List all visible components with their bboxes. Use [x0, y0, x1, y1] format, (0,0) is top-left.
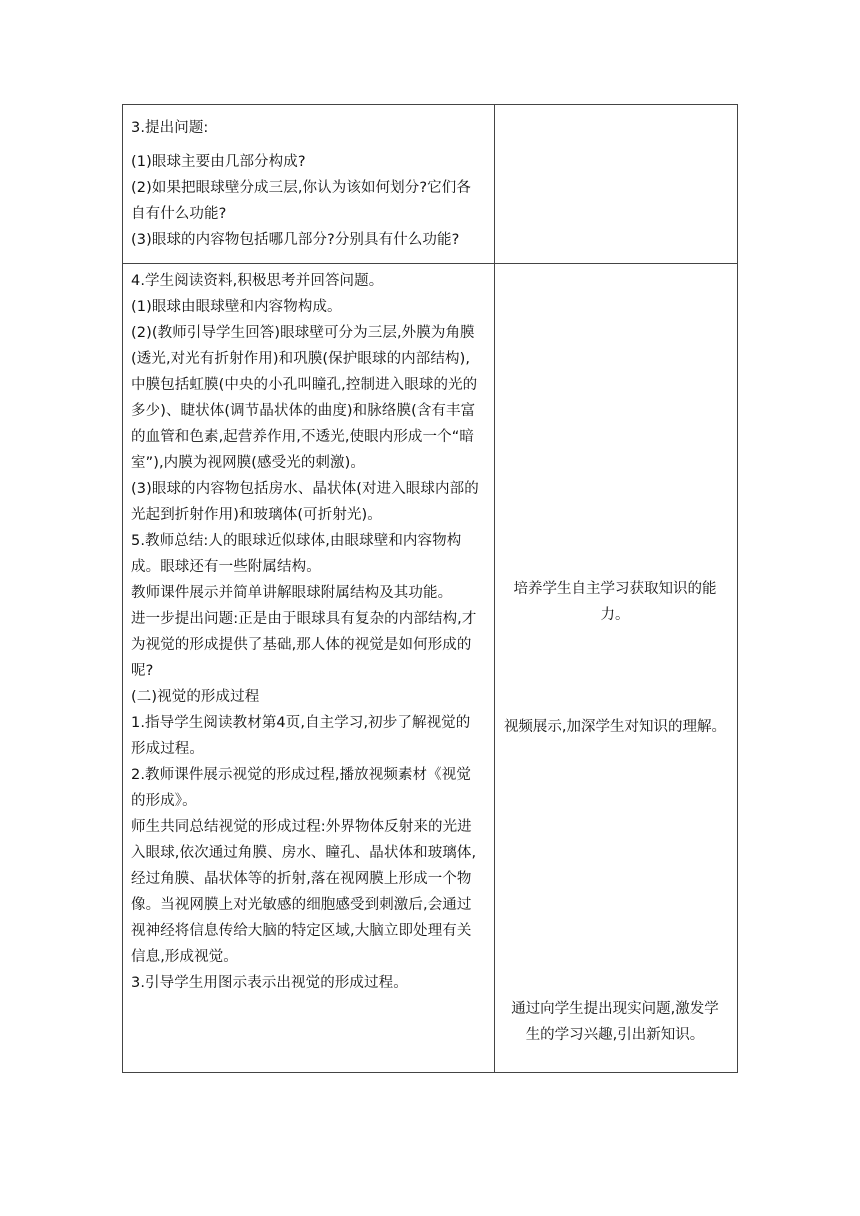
text-line: 室”),内膜为视网膜(感受光的刺激)。 [131, 455, 365, 471]
text-line: 多少)、睫状体(调节晶状体的曲度)和脉络膜(含有丰富 [131, 403, 476, 419]
text-line: (2)如果把眼球壁分成三层,你认为该如何划分?它们各 [131, 180, 471, 196]
note-line: 培养学生自主学习获取知识的能 [513, 581, 717, 597]
text-line: 信息,形成视觉。 [131, 949, 238, 965]
text-line: 中膜包括虹膜(中央的小孔叫瞳孔,控制进入眼球的光的 [131, 377, 478, 393]
text-line: 2.教师课件展示视觉的形成过程,播放视频素材《视觉 [131, 767, 471, 783]
text-line: 经过角膜、晶状体等的折射,落在视网膜上形成一个物 [131, 871, 472, 887]
text-line: 5.教师总结:人的眼球近似球体,由眼球壁和内容物构 [131, 533, 462, 549]
table-row [122, 104, 738, 263]
text-line: 为视觉的形成提供了基础,那人体的视觉是如何形成的 [131, 637, 472, 653]
design-intent-cell [495, 264, 737, 1072]
text-line: 3.提出问题: [131, 120, 209, 136]
text-line: 形成过程。 [131, 741, 204, 757]
lesson-table [122, 104, 738, 1073]
text-line: 入眼球,依次通过角膜、房水、瞳孔、晶状体和玻璃体, [131, 845, 477, 861]
design-intent-cell [495, 105, 737, 263]
text-line: (1)眼球由眼球壁和内容物构成。 [131, 299, 342, 315]
text-line: (2)(教师引导学生回答)眼球壁可分为三层,外膜为角膜 [131, 325, 475, 341]
text-line: 呢? [131, 663, 154, 679]
text-line: 光起到折射作用)和玻璃体(可折射光)。 [131, 507, 382, 523]
table-row [122, 263, 738, 1073]
note-line: 力。 [600, 607, 630, 623]
text-line: 教师课件展示并简单讲解眼球附属结构及其功能。 [131, 585, 453, 601]
text-line: 视神经将信息传给大脑的特定区域,大脑立即处理有关 [131, 923, 472, 939]
text-line: (二)视觉的形成过程 [131, 689, 260, 705]
text-line: 的血管和色素,起营养作用,不透光,使眼内形成一个“暗 [131, 429, 474, 445]
design-note [495, 714, 735, 740]
text-line: 3.引导学生用图示表示出视觉的形成过程。 [131, 975, 408, 991]
activity-cell [123, 105, 495, 263]
text-line: 的形成》。 [131, 793, 197, 809]
activity-cell [123, 264, 495, 1072]
text-line: (3)眼球的内容物包括房水、晶状体(对进入眼球内部的 [131, 481, 479, 497]
text-line: 1.指导学生阅读教材第4页,自主学习,初步了解视觉的 [131, 715, 471, 731]
note-line: 生的学习兴趣,引出新知识。 [525, 1027, 705, 1043]
text-line: 自有什么功能? [131, 206, 227, 222]
note-line: 视频展示,加深学生对知识的理解。 [503, 719, 727, 735]
text-line: (3)眼球的内容物包括哪几部分?分别具有什么功能? [131, 232, 460, 248]
text-line: 进一步提出问题:正是由于眼球具有复杂的内部结构,才 [131, 611, 477, 627]
text-line: 像。当视网膜上对光敏感的细胞感受到刺激后,会通过 [131, 897, 472, 913]
note-line: 通过向学生提出现实问题,激发学 [511, 1001, 719, 1017]
text-line: (透光,对光有折射作用)和巩膜(保护眼球的内部结构), [131, 351, 471, 367]
text-line: 师生共同总结视觉的形成过程:外界物体反射来的光进 [131, 819, 472, 835]
design-note [495, 576, 735, 628]
text-line: 成。眼球还有一些附属结构。 [131, 559, 321, 575]
design-note [495, 996, 735, 1048]
text-line: 4.学生阅读资料,积极思考并回答问题。 [131, 273, 384, 289]
text-line: (1)眼球主要由几部分构成? [131, 154, 306, 170]
